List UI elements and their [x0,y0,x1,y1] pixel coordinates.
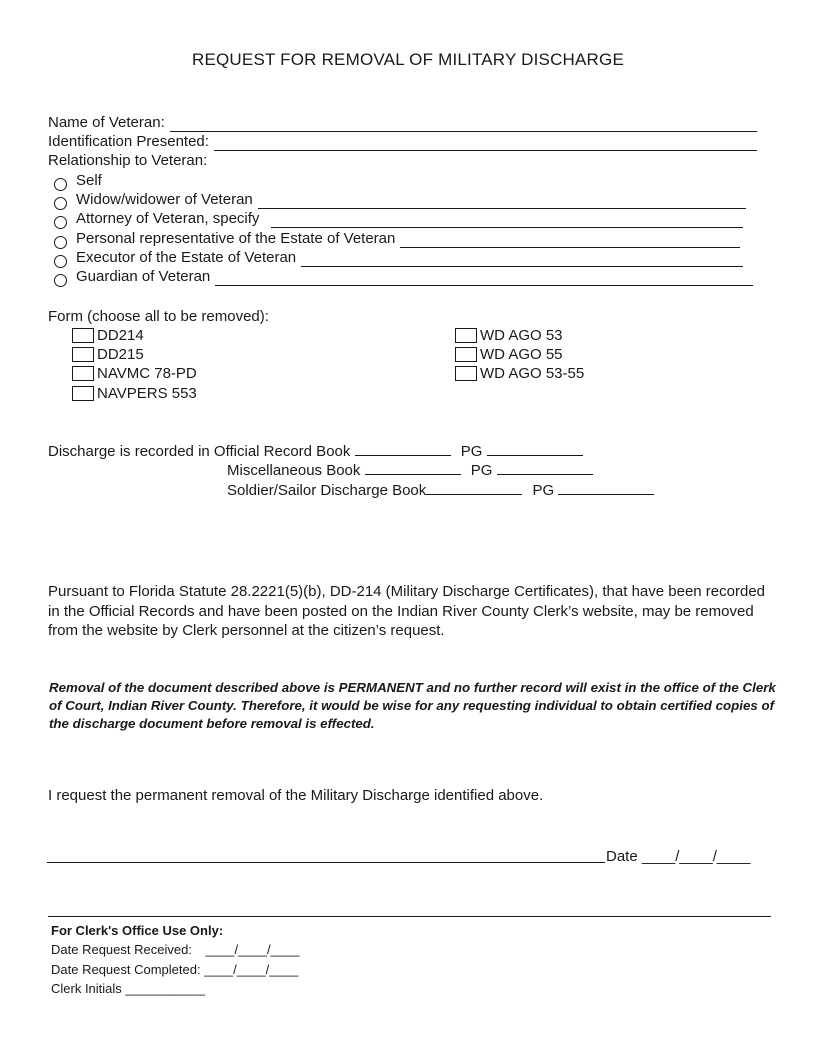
checkbox-dd215[interactable] [72,347,94,362]
widow-name-field[interactable] [258,194,746,209]
warning-paragraph: Removal of the document described above is PERMANENT and no further record will exist in the office of the Clerk of Court, Indian River County. Therefore, it would be wise for any requesting individual to obtain certified copies of the discharge document before removal is effected. [49,680,776,731]
form-option-label: WD AGO 55 [480,346,563,363]
identification-label: Identification Presented: [48,133,209,150]
checkbox-dd214[interactable] [72,328,94,343]
form-option-wd-ago-55 [455,345,563,364]
checkbox-wd-ago-55[interactable] [455,347,477,362]
statute-paragraph: Pursuant to Florida Statute 28.2221(5)(b), DD-214 (Military Discharge Certificates), that have been recorded in the Official Records and have been posted on the Indian River County Clerk’s website, may be removed from the website by Clerk personnel at the citizen’s request. [48,583,766,639]
recording-lead: Discharge is recorded in [48,443,210,460]
option-label: Guardian of Veteran [76,268,211,285]
clerk-initials-row [51,979,205,999]
form-option-dd214 [72,326,144,345]
option-label: Self [76,172,102,189]
official-pg-field[interactable] [487,441,583,456]
option-label: Personal representative of the Estate of Veteran [76,230,396,247]
relationship-label: Relationship to Veteran: [48,152,208,169]
miscellaneous-book-label: Miscellaneous Book [227,462,361,479]
soldier-sailor-book-label: Soldier/Sailor Discharge Book [227,482,427,499]
pg-label: PG [470,462,493,479]
pg-label: PG [460,443,483,460]
form-option-wd-ago-53 [455,326,563,345]
recording-misc-row [227,460,593,480]
guardian-field[interactable] [215,271,753,286]
request-statement: I request the permanent removal of the Military Discharge identified above. [48,787,544,804]
form-option-label: DD215 [97,346,144,363]
relationship-option-executor [54,248,743,267]
relationship-option-guardian [54,267,753,286]
name-of-veteran-row [48,113,757,132]
form-option-label: WD AGO 53 [480,327,563,344]
form-option-label: NAVMC 78-PD [97,365,197,382]
clerk-initials-field[interactable]: ___________ [125,981,205,996]
recording-official-row [48,441,583,461]
recording-soldier-row [227,480,654,500]
form-option-dd215 [72,345,144,364]
relationship-option-widow [54,190,746,209]
date-received-row [51,940,300,960]
attorney-specify-field[interactable] [271,213,743,228]
form-option-navpers [72,384,197,403]
relationship-option-attorney [54,209,743,228]
page-title: REQUEST FOR REMOVAL OF MILITARY DISCHARGE [191,50,624,69]
relationship-option-self [54,171,102,190]
date-completed-field[interactable]: ____/____/____ [204,962,299,977]
form-option-label: NAVPERS 553 [97,385,197,402]
executor-field[interactable] [301,252,743,267]
date-completed-label: Date Request Completed: [51,962,201,977]
option-label: Attorney of Veteran, specify [76,210,260,227]
official-record-book-label: Official Record Book [213,443,351,460]
date-completed-row [51,960,298,980]
soldier-pg-field[interactable] [558,480,654,495]
date-field[interactable]: ____/____/____ [641,848,751,865]
date-received-label: Date Request Received: [51,942,192,957]
checkbox-navpers[interactable] [72,386,94,401]
form-choose-label: Form (choose all to be removed): [48,308,269,325]
checkbox-navmc[interactable] [72,366,94,381]
identification-row [48,132,757,151]
soldier-book-field[interactable] [426,480,522,495]
radio-attorney[interactable] [54,216,67,229]
identification-field[interactable] [214,136,757,151]
name-of-veteran-field[interactable] [170,117,757,132]
date-label: Date [606,848,638,865]
option-label: Widow/widower of Veteran [76,191,253,208]
form-option-label: WD AGO 53-55 [480,365,585,382]
official-book-field[interactable] [355,441,451,456]
relationship-option-representative [54,229,740,248]
name-of-veteran-label: Name of Veteran: [48,114,165,131]
clerk-heading: For Clerk's Office Use Only: [51,923,224,938]
misc-pg-field[interactable] [497,460,593,475]
checkbox-wd-ago-53-55[interactable] [455,366,477,381]
misc-book-field[interactable] [365,460,461,475]
checkbox-wd-ago-53[interactable] [455,328,477,343]
clerk-divider [48,916,771,917]
option-label: Executor of the Estate of Veteran [76,249,297,266]
form-option-label: DD214 [97,327,144,344]
clerk-initials-label: Clerk Initials [51,981,122,996]
form-option-wd-ago-53-55 [455,364,584,383]
representative-field[interactable] [400,233,740,248]
date-received-field[interactable]: ____/____/____ [205,942,300,957]
signature-line[interactable] [47,862,605,863]
form-option-navmc [72,364,197,383]
pg-label: PG [532,482,555,499]
signature-date [606,847,750,866]
radio-guardian[interactable] [54,274,67,287]
